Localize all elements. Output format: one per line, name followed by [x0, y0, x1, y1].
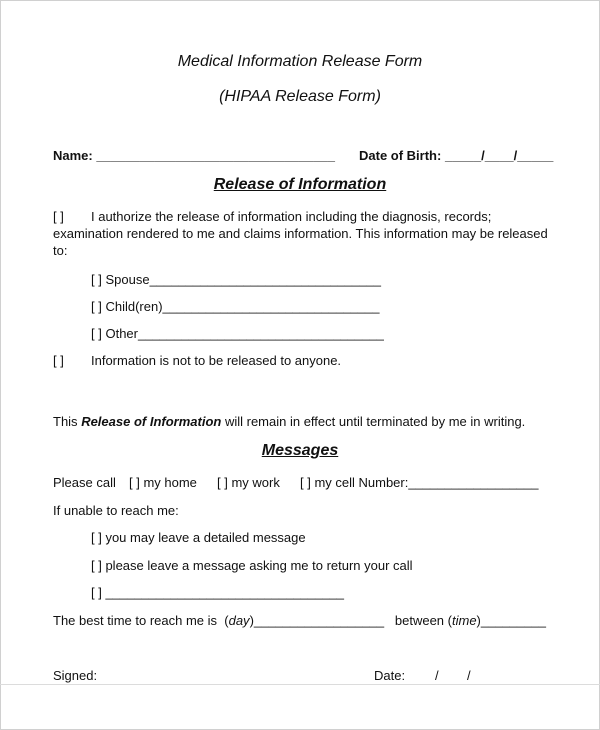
spouse-option[interactable] [91, 272, 381, 288]
day-open: ( [224, 613, 229, 628]
other-field[interactable]: __________________________________ [137, 326, 384, 341]
not-released-text: Information is not to be released to anyone. [91, 353, 342, 368]
other-label: Other [105, 326, 138, 341]
best-time-label: The best time to reach me is [53, 613, 218, 628]
return-call-option[interactable]: [ ] please leave a message asking me to return your call [91, 558, 413, 573]
form-title: Medical Information Release Form [177, 53, 423, 70]
please-call-label: Please call [53, 475, 116, 490]
unable-text: If unable to reach me: [53, 503, 179, 518]
effect-prefix: This [53, 414, 78, 429]
date-slash-2: / [467, 668, 471, 683]
authorize-checkbox[interactable]: [ ] [53, 209, 64, 224]
children-label: Child(ren) [105, 299, 163, 314]
signed-label: Signed: [53, 668, 98, 683]
name-label: Name: [53, 148, 93, 163]
messages-heading: Messages [261, 442, 339, 459]
spouse-checkbox[interactable]: [ ] [91, 272, 102, 287]
effect-statement [53, 414, 525, 430]
dob-label: Date of Birth: [359, 148, 442, 163]
other-option[interactable] [91, 326, 384, 342]
children-field[interactable]: ______________________________ [162, 299, 380, 314]
name-row [53, 148, 335, 164]
day-field[interactable]: __________________ [253, 613, 385, 628]
release-heading: Release of Information [213, 176, 387, 193]
date-label: Date: [374, 668, 406, 683]
time-word: time [451, 613, 477, 628]
time-field[interactable]: _________ [480, 613, 546, 628]
dob-row [359, 148, 553, 164]
form-subtitle: (HIPAA Release Form) [219, 88, 381, 105]
spouse-label: Spouse [105, 272, 150, 287]
page-divider [0, 684, 600, 685]
spouse-field[interactable]: ________________________________ [149, 272, 381, 287]
effect-suffix: will remain in effect until terminated by me in writing. [224, 414, 526, 429]
effect-bold: Release of Information [81, 414, 222, 429]
authorize-text-line1: I authorize the release of information including the diagnosis, records; [91, 209, 492, 224]
date-slash-1: / [435, 668, 439, 683]
home-option[interactable]: [ ] my home [129, 475, 197, 490]
work-option[interactable]: [ ] my work [217, 475, 280, 490]
day-word: day [228, 613, 250, 628]
cell-option[interactable]: [ ] my cell Number:__________________ [300, 475, 539, 490]
children-checkbox[interactable]: [ ] [91, 299, 102, 314]
name-field[interactable]: _________________________________ [96, 148, 335, 163]
children-option[interactable] [91, 299, 379, 315]
detailed-message-option[interactable]: [ ] you may leave a detailed message [91, 530, 306, 545]
dob-field[interactable]: _____/____/_____ [444, 148, 554, 163]
not-released-checkbox[interactable]: [ ] [53, 353, 64, 368]
day-close: ) [249, 613, 254, 628]
other-message-option[interactable]: [ ] _________________________________ [91, 585, 345, 600]
authorize-text-line3: to: [53, 243, 68, 258]
best-time-row [53, 613, 546, 629]
authorize-text-line2: examination rendered to me and claims information. This information may be released [53, 226, 548, 241]
other-checkbox[interactable]: [ ] [91, 326, 102, 341]
time-close: ) [476, 613, 481, 628]
between-word: between ( [394, 613, 452, 628]
